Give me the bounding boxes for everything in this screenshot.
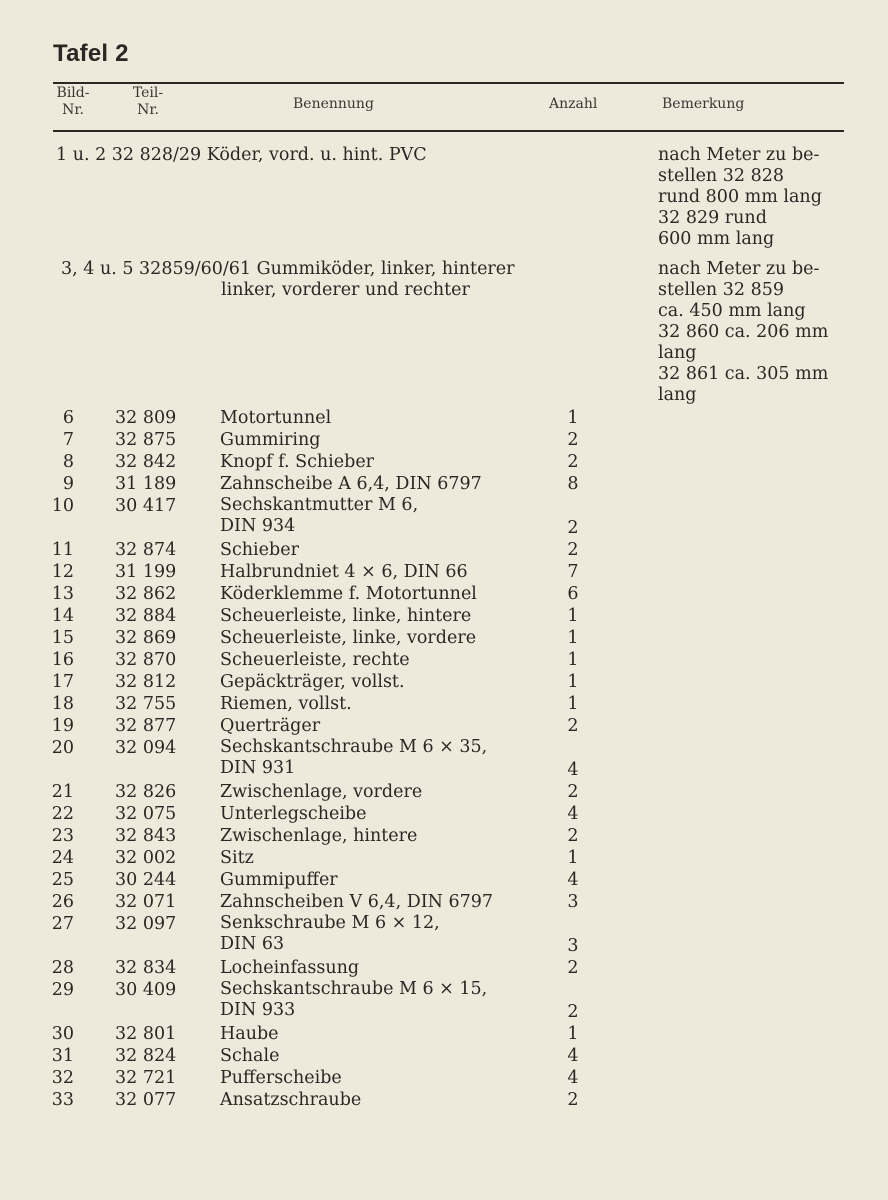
teil-nr-cell: 32 869 [115,628,177,648]
header-top-rule [53,82,844,84]
benennung-cell: Scheuerleiste, linke, hintere [220,606,472,626]
benennung-cell: Gummipuffer [220,870,338,890]
anzahl-cell: 2 [567,958,579,978]
anzahl-cell: 2 [567,826,579,846]
benennung-cell: Sitz [220,848,254,868]
benennung-cell: Köderklemme f. Motortunnel [220,584,477,604]
benennung-cell: Sechskantmutter M 6, DIN 934 [220,495,419,536]
benennung-cell: Halbrundniet 4 × 6, DIN 66 [220,562,468,582]
teil-nr-cell: 32 071 [115,892,177,912]
benennung-cell: Riemen, vollst. [220,694,352,714]
benennung-cell: Haube [220,1024,279,1044]
bild-nr-cell: 20 [51,738,74,758]
anzahl-cell: 2 [567,452,579,472]
benennung-cell: Ansatzschraube [220,1090,362,1110]
anzahl-cell: 3 [567,892,579,912]
bild-nr-cell: 15 [51,628,74,648]
table-row [0,957,888,979]
benennung-cell: Gepäckträger, vollst. [220,672,405,692]
column-header-benennung: Benennung [293,96,374,112]
bild-nr-cell: 25 [51,870,74,890]
anzahl-cell: 2 [567,1090,579,1110]
bild-nr-cell: 17 [51,672,74,692]
column-header-bild-line1: Bild- [56,85,90,101]
benennung-cell: Gummiring [220,430,321,450]
teil-nr-cell: 32 077 [115,1090,177,1110]
teil-nr-cell: 32 721 [115,1068,177,1088]
teil-nr-cell: 32 870 [115,650,177,670]
bild-nr-cell: 31 [51,1046,74,1066]
table-row [0,1067,888,1089]
teil-nr-cell: 31 199 [115,562,177,582]
benennung-cell: Schieber [220,540,299,560]
column-header-bild-nr [53,85,93,119]
column-header-teil-line2: Nr. [137,102,159,118]
benennung-cell: Querträger [220,716,321,736]
table-row [0,803,888,825]
bild-nr-cell: 28 [51,958,74,978]
teil-nr-cell: 32 834 [115,958,177,978]
table-row [0,627,888,649]
table-row [0,1045,888,1067]
teil-nr-cell: 31 189 [115,474,177,494]
bild-nr-cell: 7 [62,430,74,450]
teil-nr-cell: 32 809 [115,408,177,428]
bild-nr-cell: 21 [51,782,74,802]
anzahl-cell: 4 [567,804,579,824]
bild-nr-cell: 24 [51,848,74,868]
bild-nr-cell: 9 [62,474,74,494]
teil-nr-cell: 32 075 [115,804,177,824]
table-row [0,495,888,539]
benennung-cell: Zahnscheibe A 6,4, DIN 6797 [220,474,482,494]
teil-nr-cell: 32 884 [115,606,177,626]
table-row [0,583,888,605]
teil-nr-cell: 32 812 [115,672,177,692]
teil-nr-cell: 32 862 [115,584,177,604]
table-row [0,781,888,803]
table-row [0,737,888,781]
teil-nr-cell: 30 409 [115,980,177,1000]
bild-nr-cell: 32 [51,1068,74,1088]
page-title: Tafel 2 [53,40,129,67]
benennung-cell: Sechskantschraube M 6 × 15, DIN 933 [220,979,488,1020]
table-row [0,649,888,671]
table-row [0,407,888,429]
benennung-cell: Senkschraube M 6 × 12, DIN 63 [220,913,440,954]
teil-nr-cell: 32 842 [115,452,177,472]
anzahl-cell: 1 [567,650,579,670]
table-row [0,473,888,495]
anzahl-cell: 4 [567,760,579,780]
anzahl-cell: 4 [567,1068,579,1088]
table-row [0,825,888,847]
anzahl-cell: 2 [567,540,579,560]
table-row [0,539,888,561]
bild-nr-cell: 18 [51,694,74,714]
teil-nr-cell: 32 874 [115,540,177,560]
group-entry-name-continued: linker, vorderer und rechter [221,280,470,300]
header-bottom-rule [53,130,844,132]
column-header-bemerkung: Bemerkung [662,96,745,112]
table-row [0,693,888,715]
anzahl-cell: 1 [567,848,579,868]
bild-nr-cell: 12 [51,562,74,582]
table-row [0,429,888,451]
benennung-cell: Schale [220,1046,280,1066]
table-row [0,1023,888,1045]
anzahl-cell: 1 [567,694,579,714]
bild-nr-cell: 14 [51,606,74,626]
group-entry-refs: 3, 4 u. 5 32859/60/61 Gummiköder, linker, hinterer [61,259,515,279]
table-row [0,979,888,1023]
group-entry-refs: 1 u. 2 32 828/29 Köder, vord. u. hint. PVC [56,145,427,165]
teil-nr-cell: 32 801 [115,1024,177,1044]
anzahl-cell: 2 [567,1002,579,1022]
table-row [0,1089,888,1111]
teil-nr-cell: 32 875 [115,430,177,450]
benennung-cell: Knopf f. Schieber [220,452,375,472]
table-row [0,561,888,583]
column-header-teil-line1: Teil- [132,85,164,101]
anzahl-cell: 2 [567,716,579,736]
benennung-cell: Sechskantschraube M 6 × 35, DIN 931 [220,737,488,778]
table-row [0,451,888,473]
bild-nr-cell: 29 [51,980,74,1000]
bild-nr-cell: 8 [62,452,74,472]
teil-nr-cell: 32 097 [115,914,177,934]
teil-nr-cell: 32 824 [115,1046,177,1066]
anzahl-cell: 1 [567,606,579,626]
anzahl-cell: 1 [567,672,579,692]
anzahl-cell: 8 [567,474,579,494]
table-row [0,869,888,891]
teil-nr-cell: 32 877 [115,716,177,736]
teil-nr-cell: 32 826 [115,782,177,802]
group-entry-note: nach Meter zu be- stellen 32 828 rund 800 mm lang 32 829 rund 600 mm lang [658,145,822,249]
anzahl-cell: 6 [567,584,579,604]
benennung-cell: Locheinfassung [220,958,360,978]
bild-nr-cell: 30 [51,1024,74,1044]
bild-nr-cell: 19 [51,716,74,736]
bild-nr-cell: 13 [51,584,74,604]
benennung-cell: Scheuerleiste, rechte [220,650,410,670]
anzahl-cell: 2 [567,518,579,538]
teil-nr-cell: 32 094 [115,738,177,758]
bild-nr-cell: 22 [51,804,74,824]
anzahl-cell: 7 [567,562,579,582]
teil-nr-cell: 30 244 [115,870,177,890]
benennung-cell: Zwischenlage, hintere [220,826,418,846]
teil-nr-cell: 30 417 [115,496,177,516]
teil-nr-cell: 32 002 [115,848,177,868]
anzahl-cell: 3 [567,936,579,956]
bild-nr-cell: 23 [51,826,74,846]
teil-nr-cell: 32 843 [115,826,177,846]
bild-nr-cell: 26 [51,892,74,912]
anzahl-cell: 4 [567,1046,579,1066]
bild-nr-cell: 6 [62,408,74,428]
bild-nr-cell: 16 [51,650,74,670]
benennung-cell: Zahnscheiben V 6,4, DIN 6797 [220,892,494,912]
anzahl-cell: 4 [567,870,579,890]
table-row [0,891,888,913]
benennung-cell: Pufferscheibe [220,1068,342,1088]
table-row [0,715,888,737]
anzahl-cell: 1 [567,1024,579,1044]
table-row [0,847,888,869]
column-header-anzahl: Anzahl [549,96,598,112]
teil-nr-cell: 32 755 [115,694,177,714]
table-row [0,671,888,693]
group-entry-note: nach Meter zu be- stellen 32 859 ca. 450 mm lang 32 860 ca. 206 mm lang 32 861 ca. 305 mm lang [658,259,829,405]
benennung-cell: Zwischenlage, vordere [220,782,423,802]
benennung-cell: Unterlegscheibe [220,804,367,824]
table-row [0,913,888,957]
anzahl-cell: 1 [567,628,579,648]
bild-nr-cell: 10 [51,496,74,516]
anzahl-cell: 2 [567,430,579,450]
anzahl-cell: 2 [567,782,579,802]
benennung-cell: Scheuerleiste, linke, vordere [220,628,477,648]
anzahl-cell: 1 [567,408,579,428]
table-row [0,605,888,627]
benennung-cell: Motortunnel [220,408,332,428]
bild-nr-cell: 11 [51,540,74,560]
bild-nr-cell: 27 [51,914,74,934]
column-header-bild-line2: Nr. [62,102,84,118]
column-header-teil-nr [128,85,168,119]
bild-nr-cell: 33 [51,1090,74,1110]
